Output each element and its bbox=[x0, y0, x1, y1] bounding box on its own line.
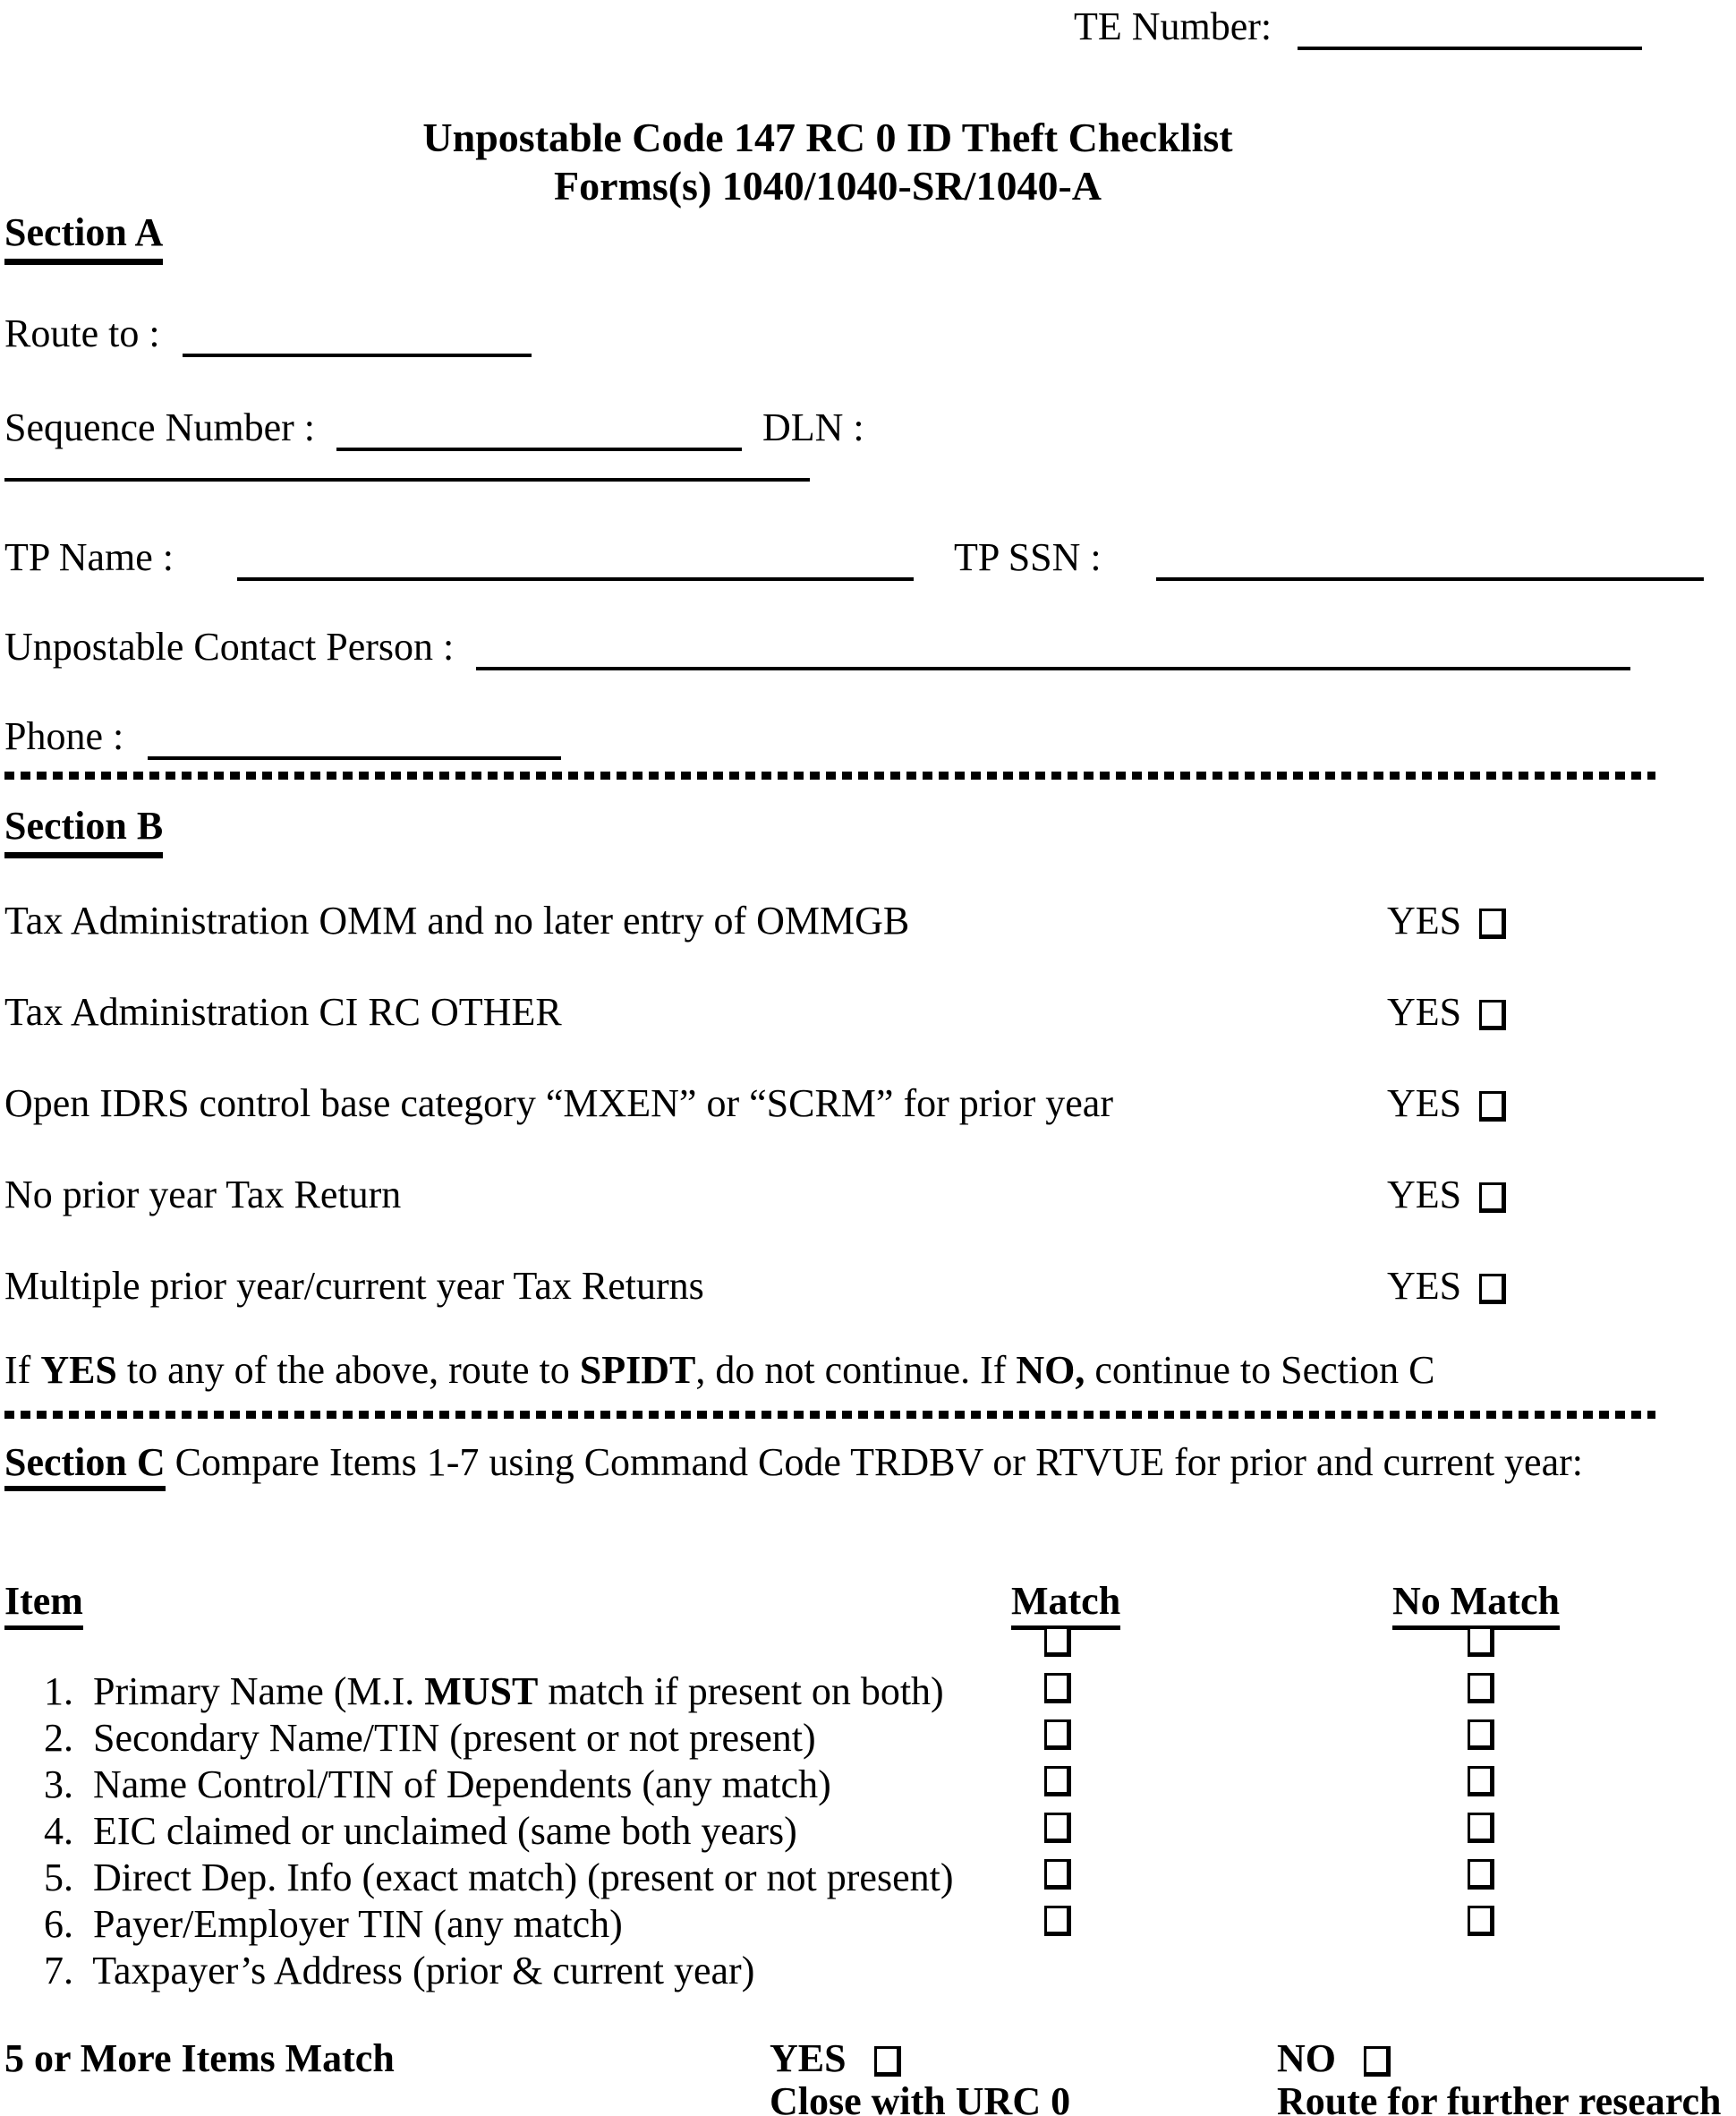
yes-option bbox=[1387, 898, 1506, 944]
te-number-input-line[interactable] bbox=[1298, 2, 1642, 50]
yes-label: YES bbox=[1387, 990, 1462, 1034]
tp-ssn-label: TP SSN : bbox=[954, 535, 1102, 579]
tp-name-ssn-row bbox=[4, 533, 1704, 581]
route-to-label: Route to : bbox=[4, 311, 160, 355]
te-number-row bbox=[1074, 2, 1642, 50]
yes-label: YES bbox=[1387, 1264, 1462, 1308]
yes-label: YES bbox=[770, 2036, 847, 2080]
item-label: 1. Primary Name (M.I. MUST match if present on both) bbox=[44, 1669, 944, 1713]
match-checkbox[interactable] bbox=[1044, 1673, 1071, 1703]
section-b-row-4 bbox=[4, 1172, 1732, 1218]
match-checkbox[interactable] bbox=[1044, 1626, 1071, 1657]
yes-label: YES bbox=[1387, 899, 1462, 943]
no-match-checkbox[interactable] bbox=[1468, 1626, 1494, 1657]
yes-option bbox=[1387, 1172, 1506, 1218]
phone-input-line[interactable] bbox=[148, 712, 561, 760]
sequence-number-label: Sequence Number : bbox=[4, 405, 315, 449]
five-or-more-label: 5 or More Items Match bbox=[4, 2036, 395, 2080]
match-column-header: Match bbox=[1011, 1578, 1120, 1630]
section-b-row-label: No prior year Tax Return bbox=[4, 1173, 402, 1216]
no-match-checkbox[interactable] bbox=[1468, 1906, 1494, 1936]
te-number-label: TE Number: bbox=[1074, 4, 1272, 48]
section-divider-dashed-2 bbox=[4, 1411, 1655, 1419]
yes-checkbox[interactable] bbox=[1479, 1274, 1506, 1304]
dln-label: DLN : bbox=[762, 405, 864, 449]
form-title-line2: Forms(s) 1040/1040-SR/1040-A bbox=[554, 163, 1102, 209]
section-b-row-2 bbox=[4, 989, 1732, 1036]
dln-input-line[interactable] bbox=[4, 433, 810, 482]
tp-ssn-input-line[interactable] bbox=[1156, 533, 1704, 581]
five-match-yes-option bbox=[770, 2035, 901, 2082]
item-label: 4. EIC claimed or unclaimed (same both years) bbox=[44, 1809, 797, 1853]
yes-option bbox=[1387, 1080, 1506, 1127]
yes-checkbox[interactable] bbox=[1479, 1182, 1506, 1213]
five-match-no-option bbox=[1277, 2035, 1391, 2082]
contact-person-row bbox=[4, 622, 1630, 670]
item-label: 3. Name Control/TIN of Dependents (any match) bbox=[44, 1762, 831, 1806]
section-b-row-3 bbox=[4, 1080, 1732, 1127]
contact-person-label: Unpostable Contact Person : bbox=[4, 625, 455, 669]
section-b-row-5 bbox=[4, 1263, 1732, 1310]
contact-person-input-line[interactable] bbox=[476, 622, 1630, 670]
section-b-row-label: Tax Administration OMM and no later entry of OMMGB bbox=[4, 899, 910, 943]
yes-action-label: Close with URC 0 bbox=[770, 2079, 1071, 2116]
no-match-checkbox[interactable] bbox=[1468, 1859, 1494, 1890]
section-b-routing-note: If YES to any of the above, route to SPIDT, do not continue. If NO, continue to Section C bbox=[4, 1348, 1435, 1392]
yes-label: YES bbox=[1387, 1173, 1462, 1216]
section-divider-dashed-1 bbox=[4, 772, 1655, 780]
yes-checkbox[interactable] bbox=[1479, 909, 1506, 939]
yes-checkbox[interactable] bbox=[1479, 1000, 1506, 1030]
item-label: 2. Secondary Name/TIN (present or not present) bbox=[44, 1716, 816, 1760]
match-checkbox[interactable] bbox=[1044, 1813, 1071, 1843]
no-label: NO bbox=[1277, 2036, 1336, 2080]
section-c-intro: Section C Compare Items 1-7 using Command Code TRDBV or RTVUE for prior and current year: bbox=[4, 1437, 1642, 1488]
no-match-checkbox[interactable] bbox=[1468, 1673, 1494, 1703]
route-to-row bbox=[4, 309, 532, 357]
section-b-row-label: Multiple prior year/current year Tax Returns bbox=[4, 1264, 704, 1308]
item-column-header: Item bbox=[4, 1578, 83, 1630]
phone-row bbox=[4, 712, 561, 760]
section-a-heading-row bbox=[4, 209, 163, 265]
yes-option bbox=[1387, 1263, 1506, 1310]
five-match-yes-checkbox[interactable] bbox=[874, 2046, 901, 2077]
match-checkbox[interactable] bbox=[1044, 1719, 1071, 1750]
tp-name-input-line[interactable] bbox=[237, 533, 914, 581]
yes-option bbox=[1387, 989, 1506, 1036]
tp-name-label: TP Name : bbox=[4, 535, 174, 579]
section-b-heading: Section B bbox=[4, 803, 163, 858]
item-label: 5. Direct Dep. Info (exact match) (present or not present) bbox=[44, 1856, 954, 1899]
item-label: 6. Payer/Employer TIN (any match) bbox=[44, 1902, 623, 1946]
section-b-row-label: Open IDRS control base category “MXEN” or “SCRM” for prior year bbox=[4, 1081, 1113, 1125]
no-action-label: Route for further research bbox=[1277, 2079, 1722, 2116]
section-a-heading: Section A bbox=[4, 209, 163, 265]
section-b-row-label: Tax Administration CI RC OTHER bbox=[4, 990, 562, 1034]
section-b-heading-row bbox=[4, 803, 163, 858]
form-title-line1: Unpostable Code 147 RC 0 ID Theft Checklist bbox=[422, 115, 1233, 160]
five-match-no-checkbox[interactable] bbox=[1364, 2046, 1391, 2077]
match-checkbox[interactable] bbox=[1044, 1859, 1071, 1890]
yes-checkbox[interactable] bbox=[1479, 1091, 1506, 1122]
no-match-checkbox[interactable] bbox=[1468, 1813, 1494, 1843]
no-match-checkbox[interactable] bbox=[1468, 1766, 1494, 1796]
yes-label: YES bbox=[1387, 1081, 1462, 1125]
item-label: 7. Taxpayer’s Address (prior & current year) bbox=[44, 1949, 755, 1992]
no-match-checkbox[interactable] bbox=[1468, 1719, 1494, 1750]
route-to-input-line[interactable] bbox=[183, 309, 532, 357]
no-match-column-header: No Match bbox=[1392, 1578, 1560, 1630]
match-checkbox[interactable] bbox=[1044, 1766, 1071, 1796]
section-b-row-1 bbox=[4, 898, 1732, 944]
phone-label: Phone : bbox=[4, 714, 124, 758]
match-checkbox[interactable] bbox=[1044, 1906, 1071, 1936]
